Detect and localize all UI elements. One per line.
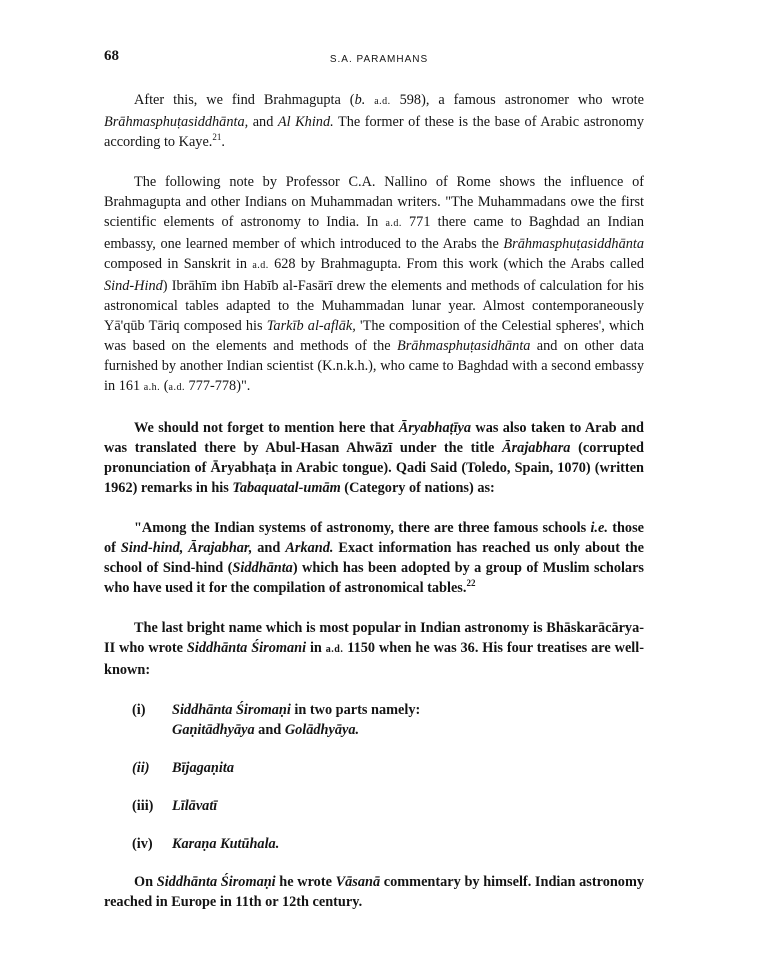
list-item: (i) Siddhānta Śiromaṇi in two parts namely: Gaṇitādhyāya and Golādhyāya. [132,702,421,738]
paragraph-3: We should not forget to mention here that Āryabhaṭīya was also taken to Arab and was translated there by Abul-Hasan Ahwāzī under the title Ārajabhara (corrupted pronunciation of Āryabhaṭa in Arabic tongue). Qadi Said (Toledo, Spain, 1070) (written 1962) remarks in his Tabaquatal-umām (Category of nations) as: [104,420,645,496]
list-item: (ii) Bījagaṇita [132,760,234,776]
treatise-list [132,700,644,854]
paragraph-1: After this, we find Brahmagupta (b. a.d. 598), a famous astronomer who wrote Brāhmasphuṭasiddhānta, and Al Khind. The former of these is the base of Arabic astronomy according to Kaye.$^{21}$. [104,92,645,150]
block-quote: "Among the Indian systems of astronomy, there are three famous schools i.e. those of Sind-hind, Ārajabhar, and Arkand. Exact information has reached us only about the school of Sind-hind (Siddhānta) which has been adopted by a group of Muslim scholars who have used it for the compilation of astronomical tables.$^{22}$ [104,520,645,596]
list-item: (iii) Līlāvatī [132,798,218,814]
body-text [104,90,644,932]
list-item: (iv) Karaṇa Kutūhala. [132,836,280,852]
paragraph-6: On Siddhānta Śiromaṇi he wrote Vāsanā commentary by himself. Indian astronomy reached in Europe in 11th or 12th century. [104,874,645,910]
paragraph-5: The last bright name which is most popular in Indian astronomy is Bhāskarācārya-II who wrote Siddhānta Śiromani in a.d. 1150 when he was 36. His four treatises are well-known: [104,620,644,678]
paragraph-2: The following note by Professor C.A. Nallino of Rome shows the influence of Brahmagupta and other Indians on Muhammadan writers. "The Muhammadans owe the first scientific elements of astronomy to India. In a.d. 771 there came to Baghdad an Indian embassy, one learned member of which introduced to the Arabs the Brāhmasphuṭasiddhānta composed in Sanskrit in a.d. 628 by Brahmagupta. From this work (which the Arabs called Sind-Hind) Ibrāhīm ibn Habīb al-Fasārī drew the elements and methods of calculation for his astronomical tables adapted to the Muhammadan lunar year. Almost contemporaneously Yā'qūb Tāriq composed his Tarkīb al-aflāk, 'The composition of the Celestial spheres', which was based on the elements and methods of the Brāhmasphuṭasidhānta and on other data furnished by another Indian scientist (K.n.k.h.), who came to Baghdad with a second embassy in 161 a.h. (a.d. 777-778)". [104,174,645,394]
footnote-ref-22: 22 [466,578,476,588]
footnote-ref-21: 21 [212,132,222,142]
page-number: 68 [104,48,119,64]
running-head: S.A. PARAMHANS [329,54,429,65]
